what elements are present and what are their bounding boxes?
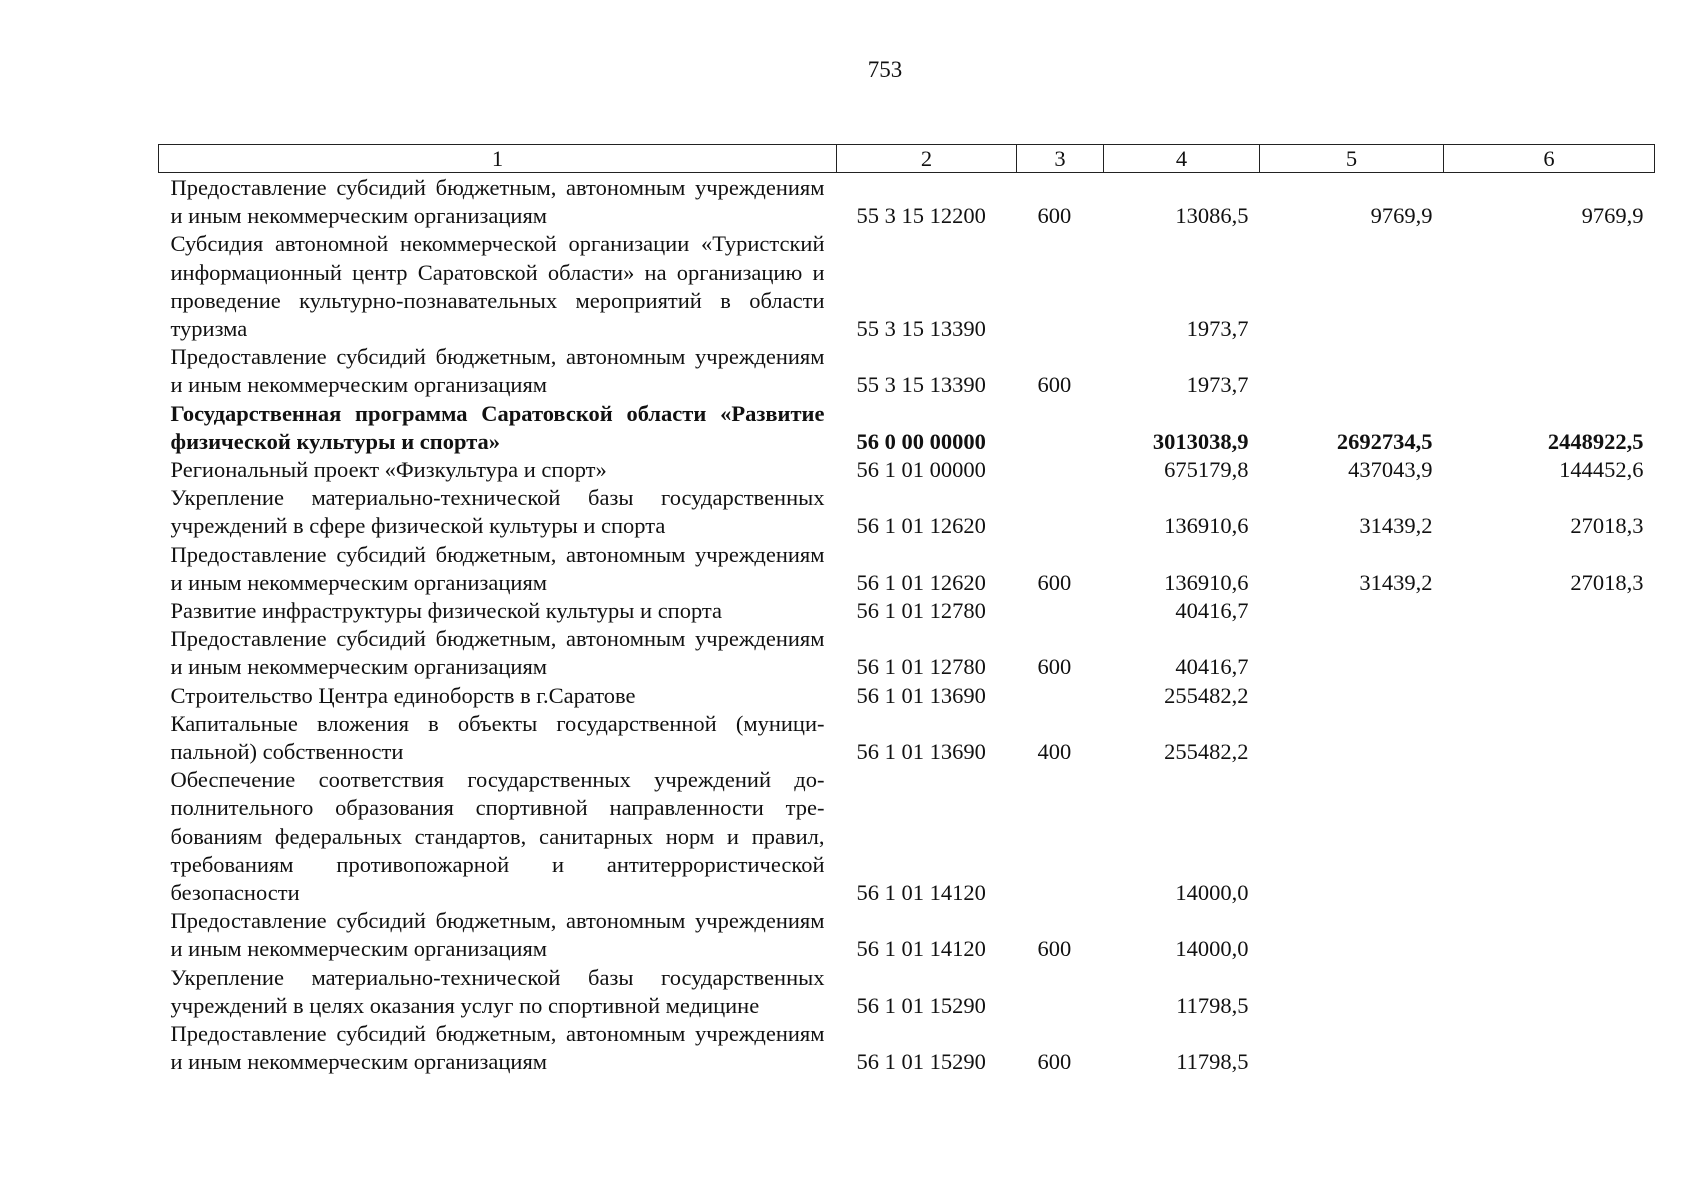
row-expense-type: 600 (1037, 936, 1072, 962)
header-col-5: 5 (1260, 145, 1444, 173)
row-code: 56 1 01 12620 (856, 569, 986, 595)
row-amount-col-5 (1260, 964, 1444, 1020)
row-code: 55 3 15 12200 (856, 203, 986, 229)
row-expense-type: 600 (1037, 203, 1072, 229)
header-col-1: 1 (159, 145, 837, 173)
table-row (159, 456, 1655, 484)
row-expense-type (1017, 484, 1104, 540)
table-row (159, 230, 1655, 343)
row-name: Региональный проект «Физкультура и спорт» (170, 457, 607, 483)
row-amount-col-4: 255482,2 (1164, 682, 1249, 708)
row-amount-col-4: 11798,5 (1176, 1049, 1249, 1075)
table-row (159, 343, 1655, 399)
row-expense-type (1017, 964, 1104, 1020)
row-name: Обеспечение соответствия государственных учреждений дополнительного образования спортивной направленности требованиям федеральных стандартов, санитарных норм и правил, требованиям противопожарной и антитеррористической безопасности (170, 767, 825, 906)
row-name: Предоставление субсидий бюджетным, автономным учреждениям и иным некоммерческим организациям (170, 626, 825, 680)
row-amount-col-5 (1260, 766, 1444, 907)
row-name: Предоставление субсидий бюджетным, автономным учреждениям и иным некоммерческим организациям (170, 541, 825, 595)
row-amount-col-6 (1444, 710, 1655, 766)
row-name: Предоставление субсидий бюджетным, автономным учреждениям и иным некоммерческим организациям (170, 344, 825, 398)
table-row (159, 625, 1655, 681)
row-code: 56 1 01 15290 (856, 992, 986, 1018)
table-row (159, 173, 1655, 231)
table-row (159, 766, 1655, 907)
table-row (159, 907, 1655, 963)
row-amount-col-4: 40416,7 (1175, 654, 1249, 680)
row-amount-col-6: 27018,3 (1570, 513, 1644, 539)
row-amount-col-4: 14000,0 (1175, 880, 1249, 906)
header-col-3: 3 (1017, 145, 1104, 173)
row-amount-col-5: 31439,2 (1359, 569, 1433, 595)
row-amount-col-6 (1444, 230, 1655, 343)
table-row (159, 710, 1655, 766)
row-amount-col-4: 136910,6 (1164, 569, 1249, 595)
row-code: 56 1 01 14120 (856, 880, 986, 906)
row-amount-col-6: 2448922,5 (1547, 428, 1644, 454)
row-amount-col-5 (1260, 597, 1444, 625)
row-amount-col-5 (1260, 907, 1444, 963)
header-row (159, 145, 1655, 173)
row-amount-col-6 (1444, 343, 1655, 399)
row-amount-col-5: 9769,9 (1370, 203, 1433, 229)
row-expense-type: 600 (1037, 569, 1072, 595)
row-name: Укрепление материально-технической базы государственных учреждений в целях оказания услуг по спортивной медицине (170, 964, 825, 1018)
row-amount-col-4: 675179,8 (1164, 457, 1249, 483)
row-amount-col-5: 2692734,5 (1336, 428, 1433, 454)
row-amount-col-6: 9769,9 (1581, 203, 1644, 229)
row-code: 56 1 01 14120 (856, 936, 986, 962)
row-code: 55 3 15 13390 (856, 316, 986, 342)
row-code: 56 1 01 12620 (856, 513, 986, 539)
row-amount-col-4: 1973,7 (1186, 372, 1249, 398)
row-expense-type (1017, 400, 1104, 456)
row-expense-type: 600 (1037, 372, 1072, 398)
row-amount-col-6: 144452,6 (1559, 457, 1644, 483)
row-amount-col-5 (1260, 230, 1444, 343)
table-row (159, 400, 1655, 456)
row-amount-col-6: 27018,3 (1570, 569, 1644, 595)
row-name: Предоставление субсидий бюджетным, автономным учреждениям и иным некоммерческим организациям (170, 1021, 825, 1075)
row-code: 55 3 15 13390 (856, 372, 986, 398)
row-code: 56 0 00 00000 (856, 428, 986, 454)
row-amount-col-4: 40416,7 (1175, 598, 1249, 624)
table-row (159, 682, 1655, 710)
header-col-4: 4 (1104, 145, 1260, 173)
header-col-6: 6 (1444, 145, 1655, 173)
table-row (159, 964, 1655, 1020)
row-amount-col-4: 255482,2 (1164, 739, 1249, 765)
row-amount-col-5: 31439,2 (1359, 513, 1433, 539)
row-amount-col-5 (1260, 682, 1444, 710)
row-name: Предоставление субсидий бюджетным, автономным учреждениям и иным некоммерческим организациям (170, 175, 825, 229)
row-name: Строительство Центра единоборств в г.Саратове (170, 682, 636, 708)
row-expense-type (1017, 456, 1104, 484)
row-code: 56 1 01 13690 (856, 682, 986, 708)
row-name: Субсидия автономной некоммерческой организации «Туристский информационный центр Саратовской области» на организацию и проведение культурно-познавательных мероприятий в области туризма (170, 231, 825, 342)
row-amount-col-6 (1444, 625, 1655, 681)
row-amount-col-4: 1973,7 (1186, 316, 1249, 342)
row-code: 56 1 01 00000 (856, 457, 986, 483)
row-amount-col-6 (1444, 682, 1655, 710)
row-expense-type (1017, 597, 1104, 625)
row-name: Предоставление субсидий бюджетным, автономным учреждениям и иным некоммерческим организациям (170, 908, 825, 962)
table-row (159, 597, 1655, 625)
row-amount-col-6 (1444, 1020, 1655, 1076)
table-row (159, 541, 1655, 597)
page-number: 753 (867, 57, 903, 82)
row-expense-type: 400 (1037, 739, 1072, 765)
row-amount-col-6 (1444, 766, 1655, 907)
table-row (159, 484, 1655, 540)
row-code: 56 1 01 12780 (856, 598, 986, 624)
row-name: Капитальные вложения в объекты государственной (муниципальной) собственности (170, 710, 825, 765)
row-expense-type: 600 (1037, 1049, 1072, 1075)
row-amount-col-5 (1260, 625, 1444, 681)
row-expense-type (1017, 230, 1104, 343)
row-code: 56 1 01 12780 (856, 654, 986, 680)
row-amount-col-5 (1260, 1020, 1444, 1076)
row-code: 56 1 01 13690 (856, 739, 986, 765)
row-amount-col-5 (1260, 710, 1444, 766)
table-row (159, 1020, 1655, 1076)
row-amount-col-4: 136910,6 (1164, 513, 1249, 539)
row-expense-type (1017, 766, 1104, 907)
row-name: Государственная программа Саратовской области «Развитие физической культуры и спорта» (170, 400, 825, 454)
row-expense-type (1017, 682, 1104, 710)
row-amount-col-6 (1444, 597, 1655, 625)
row-name: Развитие инфраструктуры физической культуры и спорта (170, 598, 723, 624)
row-amount-col-5: 437043,9 (1348, 457, 1433, 483)
row-name: Укрепление материально-технической базы государственных учреждений в сфере физической культуры и спорта (170, 485, 825, 539)
header-col-2: 2 (837, 145, 1017, 173)
row-amount-col-4: 3013038,9 (1152, 428, 1249, 454)
row-amount-col-4: 13086,5 (1175, 203, 1249, 229)
budget-table (158, 144, 1655, 1077)
row-amount-col-6 (1444, 907, 1655, 963)
row-expense-type: 600 (1037, 654, 1072, 680)
row-amount-col-6 (1444, 964, 1655, 1020)
row-amount-col-4: 11798,5 (1176, 992, 1249, 1018)
row-code: 56 1 01 15290 (856, 1049, 986, 1075)
row-amount-col-4: 14000,0 (1175, 936, 1249, 962)
table-body (159, 173, 1655, 1077)
row-amount-col-5 (1260, 343, 1444, 399)
